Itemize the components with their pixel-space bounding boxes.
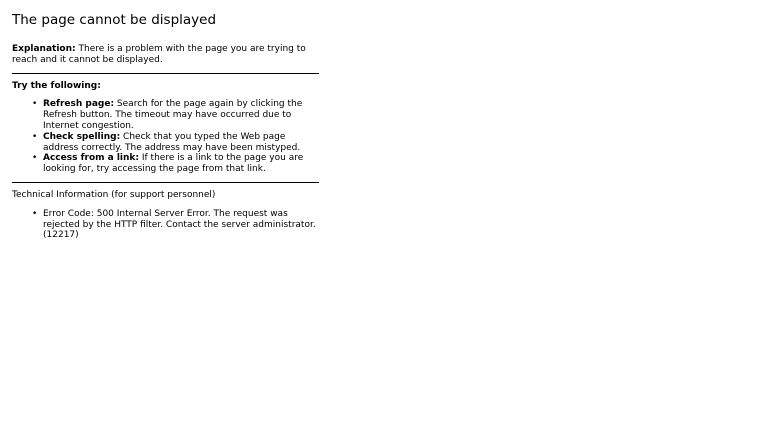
page-title: The page cannot be displayed [12,12,217,28]
suggestions-list [12,99,319,175]
suggestion-text: If there is a link to the page you are looking for, try accessing the page from that link. [43,153,304,175]
error-code-text: Error Code: 500 Internal Server Error. The request was rejected by the HTTP filter. Contact the server administrator. (12217) [43,208,316,241]
tech-info-item [32,208,319,241]
explanation-text: There is a problem with the page you are trying to reach and it cannot be displayed. [12,44,306,65]
bullet-icon: • [32,99,38,110]
suggestion-spelling [32,131,319,154]
divider-top [12,73,319,74]
tech-info-list [12,209,319,241]
suggestion-refresh [32,99,319,131]
suggestion-text: Search for the page again by clicking the Refresh button. The timeout may have occurred due to Internet congestion. [43,99,303,131]
suggestion-label: Access from a link: [43,153,140,164]
suggestion-link [32,153,319,175]
suggestion-label: Refresh page: [43,99,115,110]
suggestion-text: Check that you typed the Web page address correctly. The address may have been mistyped. [43,131,301,153]
divider-bottom [12,182,319,183]
error-content [12,12,319,241]
tech-info-heading: Technical Information (for support personnel) [12,189,216,200]
explanation-paragraph [12,44,319,66]
try-heading: Try the following: [12,80,101,91]
explanation-label: Explanation: [12,44,76,54]
bullet-icon: • [32,131,38,142]
bullet-icon: • [32,208,38,219]
suggestion-label: Check spelling: [43,131,121,142]
bullet-icon: • [32,153,38,164]
